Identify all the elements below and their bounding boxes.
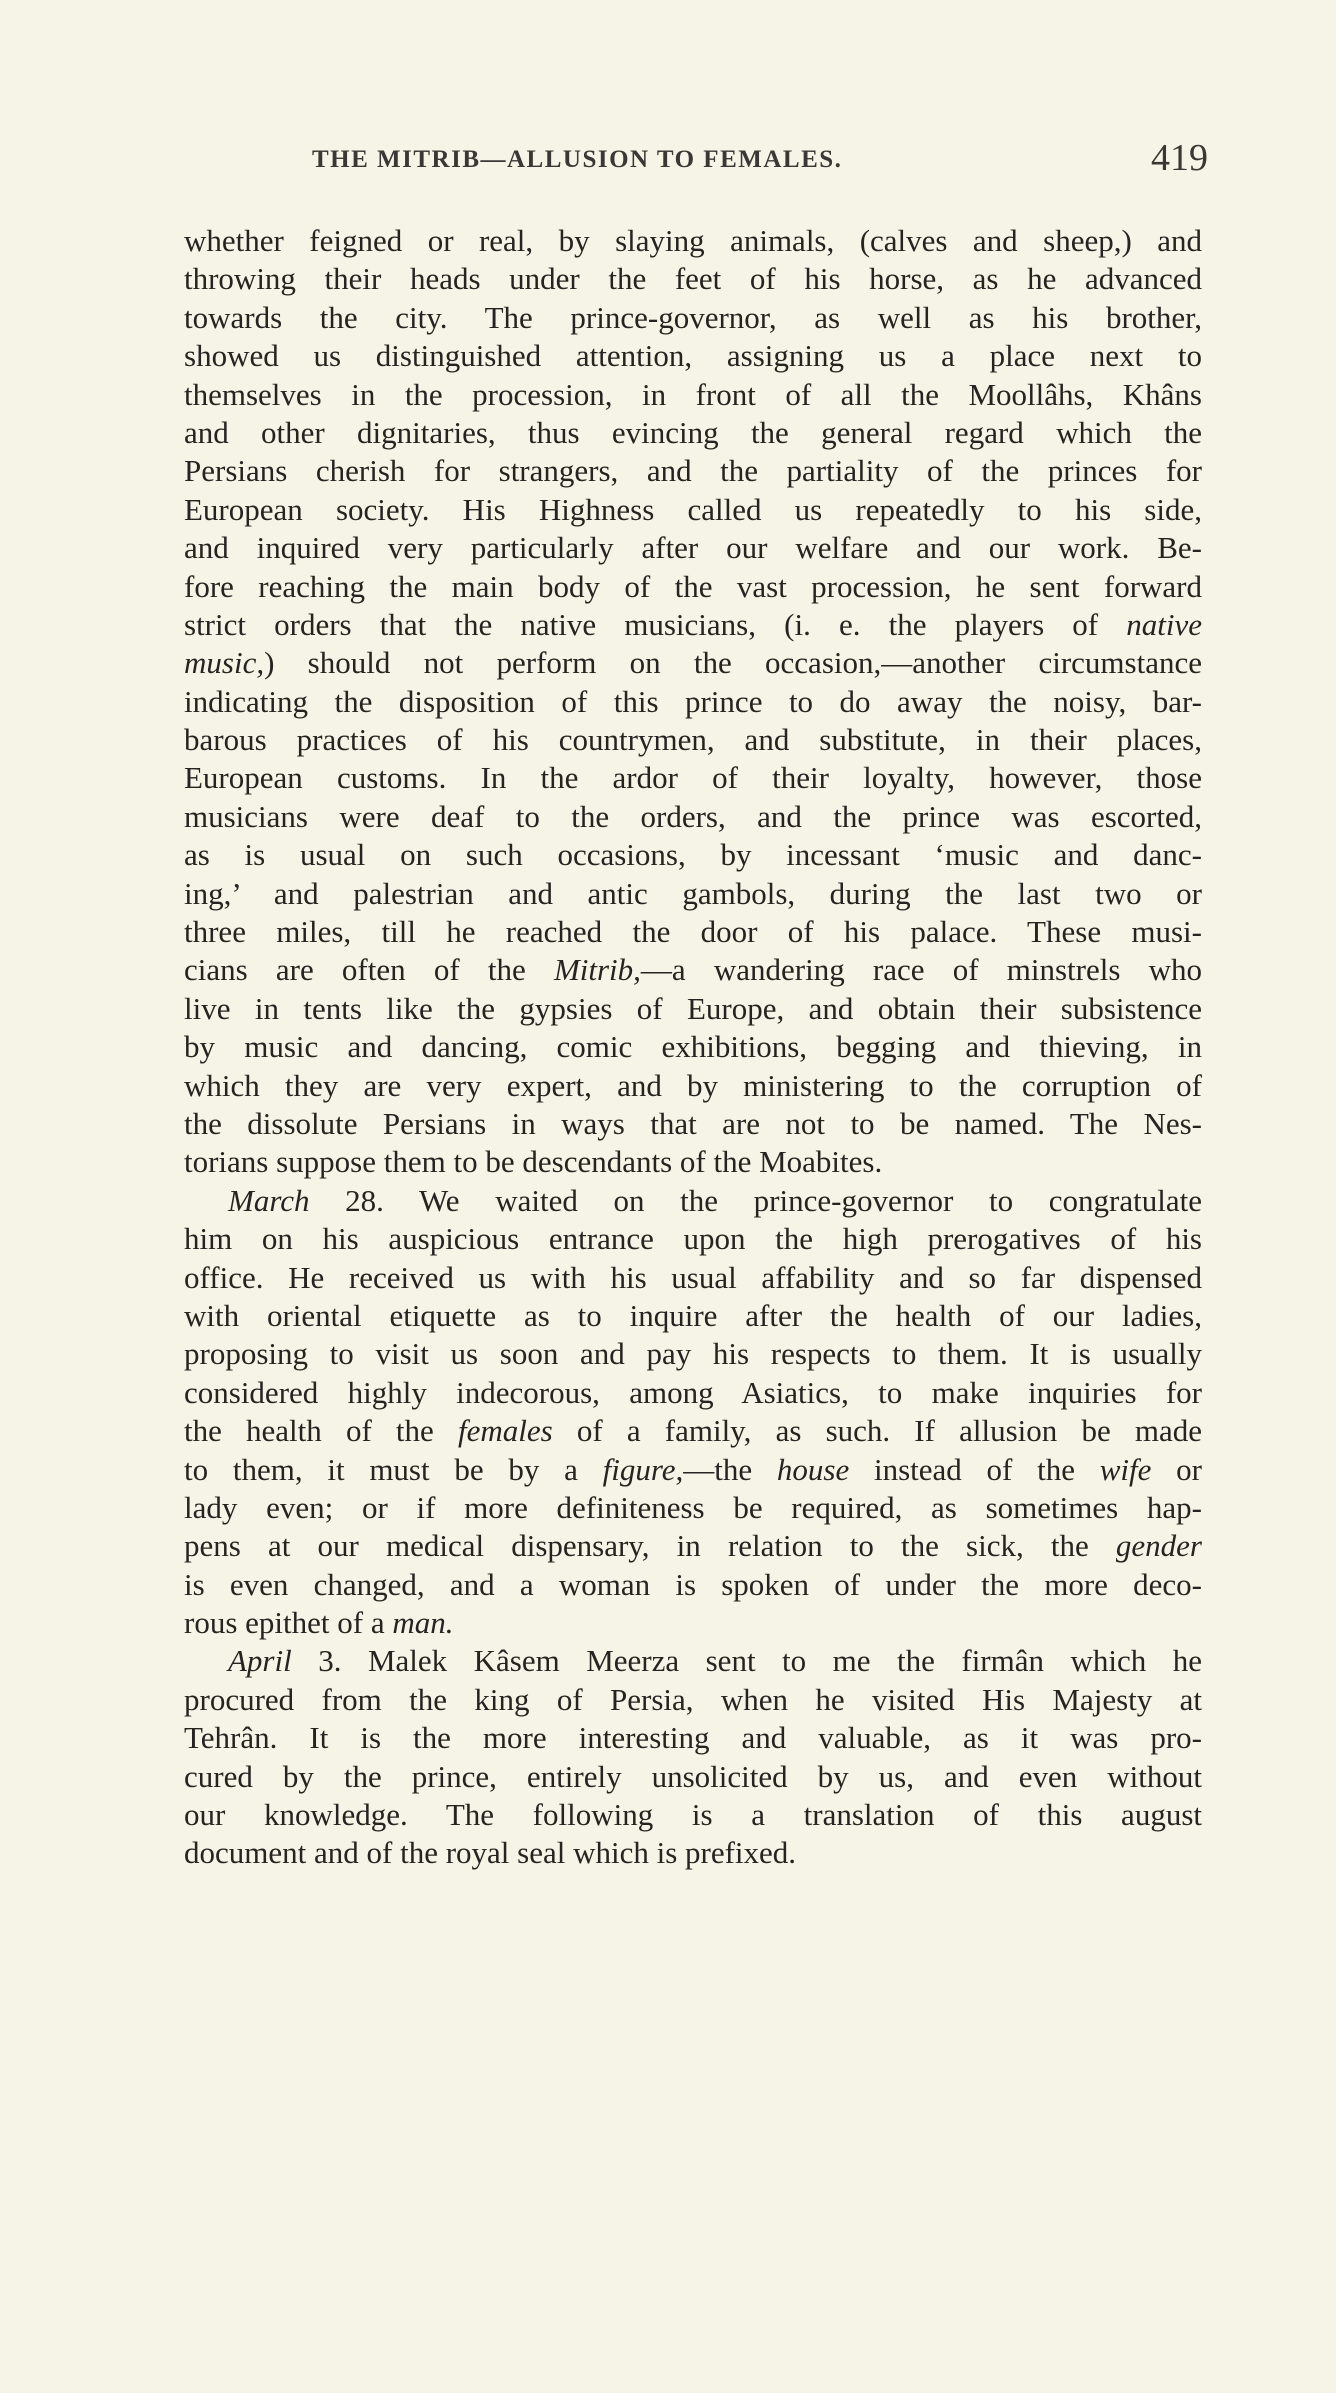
text-line bbox=[184, 1143, 1202, 1181]
text-segment: our knowledge. The following is a translation of this august bbox=[184, 1797, 1202, 1833]
text-line bbox=[184, 990, 1202, 1028]
text-line bbox=[184, 606, 1202, 644]
text-line bbox=[184, 1527, 1202, 1565]
text-line bbox=[184, 644, 1202, 682]
text-line bbox=[184, 376, 1202, 414]
text-segment: lady even; or if more definiteness be required, as sometimes hap- bbox=[184, 1489, 1202, 1525]
text-line bbox=[184, 1834, 1202, 1872]
text-line bbox=[184, 721, 1202, 759]
text-line bbox=[184, 1719, 1202, 1757]
text-line bbox=[184, 491, 1202, 529]
text-line bbox=[184, 337, 1202, 375]
text-segment: of a family, as such. If allusion be made bbox=[552, 1413, 1203, 1449]
text-segment: 3. Malek Kâsem Meerza sent to me the firmân which he bbox=[291, 1643, 1202, 1679]
text-line bbox=[184, 1796, 1202, 1834]
text-line bbox=[184, 299, 1202, 337]
text-segment: ) should not perform on the occasion,—another circumstance bbox=[264, 645, 1202, 681]
text-line bbox=[184, 1412, 1202, 1450]
text-line bbox=[184, 1182, 1202, 1220]
text-line bbox=[184, 836, 1202, 874]
text-line bbox=[184, 222, 1202, 260]
text-segment: indicating the disposition of this prince to do away the noisy, bar- bbox=[184, 683, 1202, 719]
text-segment: —the bbox=[683, 1451, 777, 1487]
text-segment: and other dignitaries, thus evincing the general regard which the bbox=[184, 414, 1202, 450]
text-line bbox=[184, 913, 1202, 951]
text-line bbox=[184, 1489, 1202, 1527]
text-segment: cians are often of the bbox=[184, 952, 554, 988]
text-segment: 28. We waited on the prince-governor to congratulate bbox=[309, 1182, 1202, 1218]
text-line bbox=[184, 414, 1202, 452]
text-segment: and inquired very particularly after our welfare and our work. Be- bbox=[184, 530, 1202, 566]
text-line bbox=[184, 1259, 1202, 1297]
italic-text: Mitrib, bbox=[553, 952, 641, 988]
italic-text: music, bbox=[184, 645, 265, 681]
text-segment: instead of the bbox=[849, 1451, 1100, 1487]
text-segment: with oriental etiquette as to inquire after the health of our ladies, bbox=[184, 1297, 1202, 1333]
text-segment: considered highly indecorous, among Asiatics, to make inquiries for bbox=[184, 1374, 1202, 1410]
text-line bbox=[184, 1604, 1202, 1642]
text-segment: musicians were deaf to the orders, and the prince was escorted, bbox=[184, 798, 1202, 834]
text-line bbox=[184, 1067, 1202, 1105]
text-segment: office. He received us with his usual affability and so far dispensed bbox=[184, 1259, 1202, 1295]
text-segment: the health of the bbox=[184, 1413, 458, 1449]
text-segment: towards the city. The prince-governor, as well as his brother, bbox=[184, 299, 1202, 335]
text-line bbox=[184, 875, 1202, 913]
text-segment: —a wandering race of minstrels who bbox=[640, 952, 1202, 988]
text-segment: strict orders that the native musicians, (i. e. the players of bbox=[184, 606, 1127, 642]
text-segment: pens at our medical dispensary, in relation to the sick, the bbox=[184, 1528, 1116, 1564]
page-number: 419 bbox=[1151, 137, 1208, 179]
text-line bbox=[184, 951, 1202, 989]
text-segment: barous practices of his countrymen, and substitute, in their places, bbox=[184, 722, 1202, 758]
text-segment: European society. His Highness called us repeatedly to his side, bbox=[184, 491, 1202, 527]
text-line bbox=[184, 452, 1202, 490]
body-text bbox=[184, 222, 1202, 1873]
text-segment: live in tents like the gypsies of Europe, and obtain their subsistence bbox=[184, 990, 1202, 1026]
text-line bbox=[184, 1028, 1202, 1066]
text-segment: by music and dancing, comic exhibitions, begging and thieving, in bbox=[184, 1029, 1202, 1065]
text-line bbox=[184, 1220, 1202, 1258]
text-segment: document and of the royal seal which is prefixed. bbox=[184, 1835, 797, 1871]
text-segment: him on his auspicious entrance upon the high prerogatives of his bbox=[184, 1221, 1202, 1257]
text-segment: or bbox=[1151, 1451, 1202, 1487]
text-segment: European customs. In the ardor of their loyalty, however, those bbox=[184, 760, 1202, 796]
text-segment: is even changed, and a woman is spoken of under the more deco- bbox=[184, 1566, 1202, 1602]
text-line bbox=[184, 1451, 1202, 1489]
italic-text: gender bbox=[1115, 1528, 1202, 1564]
italic-text: man. bbox=[392, 1605, 454, 1641]
text-segment: to them, it must be by a bbox=[184, 1451, 603, 1487]
text-line bbox=[184, 1105, 1202, 1143]
text-segment: themselves in the procession, in front of all the Moollâhs, Khâns bbox=[184, 376, 1202, 412]
text-line bbox=[184, 529, 1202, 567]
page-header bbox=[312, 137, 1208, 180]
text-segment: throwing their heads under the feet of his horse, as he advanced bbox=[184, 261, 1202, 297]
text-segment: fore reaching the main body of the vast procession, he sent forward bbox=[184, 568, 1202, 604]
text-line bbox=[184, 260, 1202, 298]
italic-text: females bbox=[457, 1413, 553, 1449]
text-segment: cured by the prince, entirely unsolicited by us, and even without bbox=[184, 1758, 1202, 1794]
text-line bbox=[184, 759, 1202, 797]
italic-text: wife bbox=[1099, 1451, 1152, 1487]
text-segment: as is usual on such occasions, by incessant ‘music and danc- bbox=[184, 837, 1202, 873]
text-segment: three miles, till he reached the door of his palace. These musi- bbox=[184, 914, 1202, 950]
text-line bbox=[184, 1335, 1202, 1373]
running-head: THE MITRIB—ALLUSION TO FEMALES. bbox=[312, 146, 843, 173]
italic-text: native bbox=[1126, 606, 1202, 642]
text-segment: procured from the king of Persia, when he visited His Majesty at bbox=[184, 1681, 1202, 1717]
text-segment: torians suppose them to be descendants of the Moabites. bbox=[184, 1144, 883, 1180]
text-line bbox=[184, 1566, 1202, 1604]
text-segment: which they are very expert, and by ministering to the corruption of bbox=[184, 1067, 1202, 1103]
italic-text: March bbox=[228, 1182, 310, 1218]
text-segment: the dissolute Persians in ways that are not to be named. The Nes- bbox=[184, 1105, 1202, 1141]
text-segment: Persians cherish for strangers, and the partiality of the princes for bbox=[184, 453, 1202, 489]
text-line bbox=[184, 798, 1202, 836]
text-segment: whether feigned or real, by slaying animals, (calves and sheep,) and bbox=[184, 223, 1202, 258]
text-segment: Tehrân. It is the more interesting and valuable, as it was pro- bbox=[184, 1720, 1202, 1756]
italic-text: April bbox=[228, 1643, 292, 1679]
text-segment: proposing to visit us soon and pay his respects to them. It is usually bbox=[184, 1336, 1202, 1372]
text-line bbox=[184, 683, 1202, 721]
italic-text: figure, bbox=[602, 1451, 684, 1487]
text-line bbox=[184, 1374, 1202, 1412]
text-segment: showed us distinguished attention, assigning us a place next to bbox=[184, 338, 1202, 374]
text-line bbox=[184, 1758, 1202, 1796]
text-segment: ing,’ and palestrian and antic gambols, during the last two or bbox=[184, 875, 1202, 911]
text-line bbox=[184, 1642, 1202, 1680]
italic-text: house bbox=[776, 1451, 850, 1487]
text-line bbox=[184, 568, 1202, 606]
text-line bbox=[184, 1681, 1202, 1719]
text-line bbox=[184, 1297, 1202, 1335]
text-segment: rous epithet of a bbox=[184, 1605, 393, 1641]
